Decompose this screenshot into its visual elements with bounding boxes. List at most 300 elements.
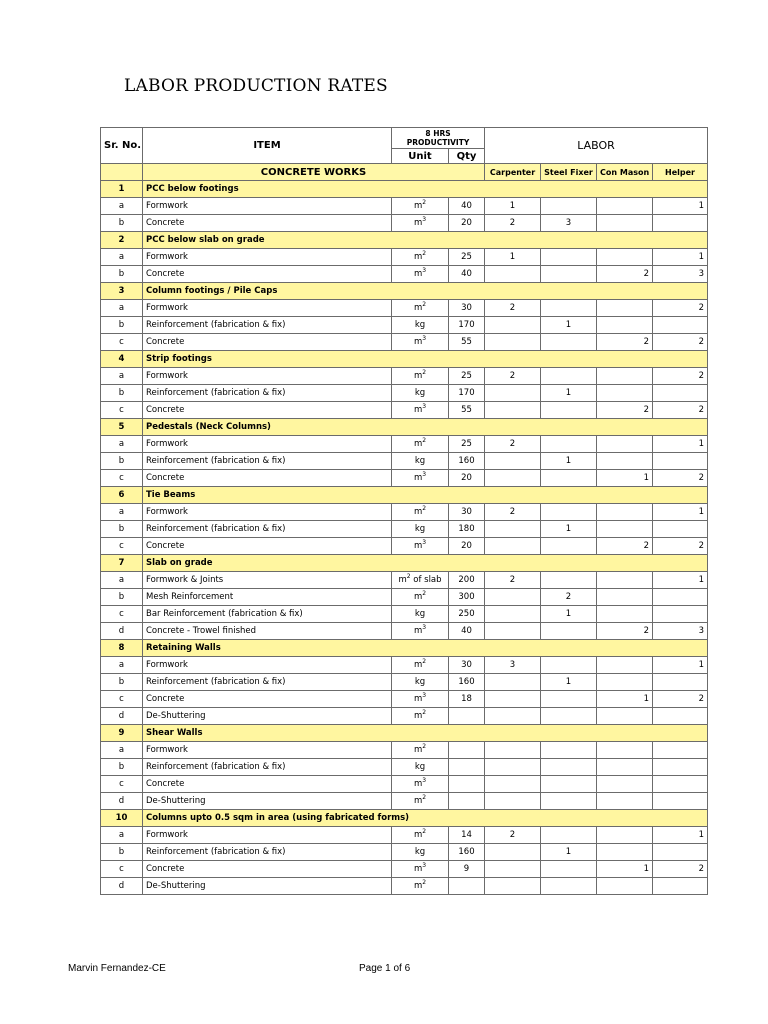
row-unit: kg [392, 385, 449, 402]
row-sub-letter: c [101, 691, 143, 708]
row-carpenter: 2 [485, 436, 541, 453]
row-carpenter [485, 776, 541, 793]
row-con-mason: 1 [597, 691, 653, 708]
group-number: 1 [101, 181, 143, 198]
row-helper: 2 [653, 470, 708, 487]
table-row [101, 793, 708, 810]
table-row [101, 691, 708, 708]
row-qty: 30 [449, 504, 485, 521]
row-carpenter [485, 453, 541, 470]
row-con-mason: 2 [597, 266, 653, 283]
row-item: Formwork & Joints [143, 572, 392, 589]
row-item: Formwork [143, 827, 392, 844]
row-helper: 3 [653, 623, 708, 640]
row-qty: 30 [449, 300, 485, 317]
row-helper: 1 [653, 504, 708, 521]
row-sub-letter: b [101, 844, 143, 861]
row-qty: 55 [449, 402, 485, 419]
row-sub-letter: b [101, 674, 143, 691]
row-con-mason [597, 198, 653, 215]
row-unit: kg [392, 453, 449, 470]
row-qty: 170 [449, 385, 485, 402]
row-carpenter: 2 [485, 827, 541, 844]
row-unit: $m^3$ [392, 334, 449, 351]
concrete-works-row [101, 164, 708, 181]
row-qty: 160 [449, 453, 485, 470]
row-con-mason [597, 215, 653, 232]
row-carpenter: 1 [485, 198, 541, 215]
row-steel-fixer [541, 827, 597, 844]
table-row [101, 776, 708, 793]
row-steel-fixer: 1 [541, 521, 597, 538]
row-steel-fixer [541, 504, 597, 521]
row-item: Formwork [143, 742, 392, 759]
row-carpenter: 2 [485, 215, 541, 232]
row-carpenter [485, 402, 541, 419]
row-steel-fixer [541, 572, 597, 589]
row-helper: 1 [653, 657, 708, 674]
row-qty [449, 878, 485, 895]
table-row [101, 623, 708, 640]
row-con-mason [597, 674, 653, 691]
row-helper [653, 674, 708, 691]
row-steel-fixer [541, 861, 597, 878]
row-unit: kg [392, 759, 449, 776]
row-qty: 40 [449, 623, 485, 640]
row-item: Formwork [143, 300, 392, 317]
row-helper [653, 606, 708, 623]
row-sub-letter: b [101, 453, 143, 470]
row-item: Concrete [143, 402, 392, 419]
row-steel-fixer: 1 [541, 385, 597, 402]
table-row [101, 317, 708, 334]
group-title: Shear Walls [143, 725, 708, 742]
group-header-row [101, 232, 708, 249]
row-unit: $m^2$ [392, 827, 449, 844]
row-qty: 20 [449, 215, 485, 232]
row-steel-fixer: 1 [541, 844, 597, 861]
row-sub-letter: a [101, 504, 143, 521]
footer-author: Marvin Fernandez-CE [68, 963, 166, 974]
row-unit: $m^2$ [392, 657, 449, 674]
row-item: Reinforcement (fabrication & fix) [143, 521, 392, 538]
row-unit: $m^2$ [392, 249, 449, 266]
row-unit: $m^2$ [392, 878, 449, 895]
group-header-row [101, 725, 708, 742]
row-item: Reinforcement (fabrication & fix) [143, 317, 392, 334]
row-steel-fixer [541, 249, 597, 266]
row-steel-fixer [541, 334, 597, 351]
row-item: Reinforcement (fabrication & fix) [143, 674, 392, 691]
row-carpenter: 1 [485, 249, 541, 266]
row-sub-letter: b [101, 215, 143, 232]
row-item: Reinforcement (fabrication & fix) [143, 844, 392, 861]
row-sub-letter: d [101, 878, 143, 895]
row-unit: $m^2$ [392, 589, 449, 606]
row-carpenter: 2 [485, 300, 541, 317]
row-sub-letter: c [101, 776, 143, 793]
row-steel-fixer: 1 [541, 453, 597, 470]
row-qty: 160 [449, 674, 485, 691]
table-row [101, 368, 708, 385]
row-carpenter [485, 674, 541, 691]
header-row-1 [101, 128, 708, 149]
row-helper: 2 [653, 300, 708, 317]
table-row [101, 402, 708, 419]
row-helper: 1 [653, 249, 708, 266]
row-item: Formwork [143, 436, 392, 453]
row-sub-letter: c [101, 606, 143, 623]
row-steel-fixer: 2 [541, 589, 597, 606]
group-number: 2 [101, 232, 143, 249]
row-con-mason: 2 [597, 402, 653, 419]
row-con-mason [597, 453, 653, 470]
group-number: 8 [101, 640, 143, 657]
table-row [101, 589, 708, 606]
row-con-mason [597, 878, 653, 895]
row-con-mason [597, 708, 653, 725]
section-title: CONCRETE WORKS [143, 164, 485, 181]
row-con-mason [597, 300, 653, 317]
row-unit: $m^2$ [392, 708, 449, 725]
row-sub-letter: a [101, 436, 143, 453]
group-title: Slab on grade [143, 555, 708, 572]
table-row [101, 521, 708, 538]
row-carpenter: 2 [485, 572, 541, 589]
row-steel-fixer [541, 300, 597, 317]
row-qty: 40 [449, 266, 485, 283]
row-sub-letter: a [101, 300, 143, 317]
table-row [101, 538, 708, 555]
row-con-mason [597, 844, 653, 861]
row-con-mason: 2 [597, 623, 653, 640]
row-qty: 25 [449, 368, 485, 385]
row-steel-fixer [541, 538, 597, 555]
row-unit: $m^2$ [392, 198, 449, 215]
row-carpenter [485, 844, 541, 861]
header-productivity: 8 HRS PRODUCTIVITY [392, 128, 485, 149]
group-header-row [101, 283, 708, 300]
row-unit: $m^2$ [392, 300, 449, 317]
row-carpenter: 3 [485, 657, 541, 674]
row-qty: 200 [449, 572, 485, 589]
row-unit: $m^3$ [392, 538, 449, 555]
row-carpenter [485, 538, 541, 555]
table-row [101, 300, 708, 317]
row-qty: 300 [449, 589, 485, 606]
row-unit: $m^2$ [392, 504, 449, 521]
row-carpenter [485, 521, 541, 538]
table-row [101, 215, 708, 232]
row-qty [449, 776, 485, 793]
row-helper [653, 742, 708, 759]
row-steel-fixer [541, 742, 597, 759]
row-con-mason [597, 368, 653, 385]
row-carpenter: 2 [485, 504, 541, 521]
table-row [101, 844, 708, 861]
row-sub-letter: b [101, 521, 143, 538]
row-carpenter [485, 589, 541, 606]
row-carpenter [485, 266, 541, 283]
row-helper: 1 [653, 436, 708, 453]
row-con-mason [597, 521, 653, 538]
row-unit: kg [392, 606, 449, 623]
row-item: Concrete [143, 538, 392, 555]
row-steel-fixer [541, 759, 597, 776]
row-steel-fixer [541, 691, 597, 708]
row-con-mason: 2 [597, 334, 653, 351]
header-helper: Helper [653, 164, 708, 181]
footer-page-number: Page 1 of 6 [359, 963, 411, 974]
row-unit: $m^2$ [392, 368, 449, 385]
row-qty: 55 [449, 334, 485, 351]
row-unit: $m^3$ [392, 470, 449, 487]
row-carpenter [485, 385, 541, 402]
table-row [101, 385, 708, 402]
table-row [101, 708, 708, 725]
row-steel-fixer [541, 793, 597, 810]
row-con-mason [597, 589, 653, 606]
group-header-row [101, 555, 708, 572]
row-sub-letter: b [101, 317, 143, 334]
row-sub-letter: b [101, 589, 143, 606]
row-item: Concrete [143, 215, 392, 232]
row-sub-letter: b [101, 385, 143, 402]
group-number: 10 [101, 810, 143, 827]
row-con-mason: 1 [597, 470, 653, 487]
row-unit: kg [392, 844, 449, 861]
labor-rates-table [100, 127, 708, 895]
row-item: Concrete [143, 266, 392, 283]
row-helper: 2 [653, 861, 708, 878]
row-steel-fixer: 1 [541, 317, 597, 334]
row-helper: 1 [653, 198, 708, 215]
row-sub-letter: a [101, 827, 143, 844]
row-item: Concrete [143, 861, 392, 878]
row-sub-letter: a [101, 198, 143, 215]
row-sub-letter: a [101, 368, 143, 385]
row-steel-fixer [541, 198, 597, 215]
row-carpenter [485, 793, 541, 810]
row-sub-letter: d [101, 708, 143, 725]
row-helper [653, 215, 708, 232]
row-qty: 14 [449, 827, 485, 844]
row-con-mason [597, 793, 653, 810]
row-sub-letter: c [101, 470, 143, 487]
row-helper [653, 453, 708, 470]
row-helper: 2 [653, 402, 708, 419]
table-row [101, 674, 708, 691]
row-sub-letter: b [101, 266, 143, 283]
row-unit: kg [392, 674, 449, 691]
row-helper [653, 878, 708, 895]
row-helper: 1 [653, 572, 708, 589]
row-sub-letter: a [101, 572, 143, 589]
row-helper [653, 844, 708, 861]
table-row [101, 198, 708, 215]
row-item: Formwork [143, 504, 392, 521]
row-steel-fixer [541, 368, 597, 385]
row-steel-fixer [541, 266, 597, 283]
header-carpenter: Carpenter [485, 164, 541, 181]
row-con-mason [597, 657, 653, 674]
row-carpenter [485, 742, 541, 759]
table-row [101, 878, 708, 895]
group-title: Retaining Walls [143, 640, 708, 657]
row-unit: $m^3$ [392, 861, 449, 878]
row-sub-letter: d [101, 793, 143, 810]
group-header-row [101, 810, 708, 827]
table-row [101, 572, 708, 589]
row-carpenter [485, 691, 541, 708]
row-carpenter [485, 623, 541, 640]
row-qty: 18 [449, 691, 485, 708]
row-helper: 2 [653, 691, 708, 708]
row-item: Formwork [143, 657, 392, 674]
row-item: Concrete [143, 776, 392, 793]
row-helper [653, 708, 708, 725]
row-steel-fixer [541, 776, 597, 793]
row-helper: 2 [653, 538, 708, 555]
header-item: ITEM [143, 128, 392, 164]
row-carpenter [485, 606, 541, 623]
row-item: Formwork [143, 198, 392, 215]
row-item: Concrete [143, 470, 392, 487]
header-sr-no: Sr. No. [101, 128, 143, 164]
row-carpenter: 2 [485, 368, 541, 385]
row-carpenter [485, 334, 541, 351]
row-item: Reinforcement (fabrication & fix) [143, 453, 392, 470]
group-header-row [101, 351, 708, 368]
row-sub-letter: b [101, 759, 143, 776]
row-qty: 25 [449, 436, 485, 453]
page-title: LABOR PRODUCTION RATES [124, 76, 388, 96]
row-helper: 3 [653, 266, 708, 283]
row-steel-fixer [541, 470, 597, 487]
row-helper: 2 [653, 368, 708, 385]
row-item: De-Shuttering [143, 878, 392, 895]
row-unit: $m^3$ [392, 402, 449, 419]
row-carpenter [485, 708, 541, 725]
row-qty: 180 [449, 521, 485, 538]
group-header-row [101, 419, 708, 436]
table-row [101, 657, 708, 674]
row-qty: 160 [449, 844, 485, 861]
row-item: Reinforcement (fabrication & fix) [143, 385, 392, 402]
row-item: Formwork [143, 249, 392, 266]
table-row [101, 606, 708, 623]
group-number: 6 [101, 487, 143, 504]
row-steel-fixer [541, 878, 597, 895]
table-row [101, 334, 708, 351]
row-qty: 9 [449, 861, 485, 878]
row-helper: 2 [653, 334, 708, 351]
table-row [101, 504, 708, 521]
row-con-mason [597, 742, 653, 759]
group-number: 7 [101, 555, 143, 572]
group-title: Pedestals (Neck Columns) [143, 419, 708, 436]
row-unit: $m^2$ [392, 436, 449, 453]
row-qty [449, 793, 485, 810]
row-qty: 25 [449, 249, 485, 266]
row-con-mason [597, 504, 653, 521]
group-number: 5 [101, 419, 143, 436]
row-qty: 40 [449, 198, 485, 215]
row-item: Bar Reinforcement (fabrication & fix) [143, 606, 392, 623]
row-qty: 20 [449, 470, 485, 487]
group-title: Strip footings [143, 351, 708, 368]
row-qty: 30 [449, 657, 485, 674]
row-con-mason [597, 776, 653, 793]
row-con-mason [597, 385, 653, 402]
row-steel-fixer [541, 657, 597, 674]
row-steel-fixer: 1 [541, 606, 597, 623]
row-con-mason [597, 606, 653, 623]
row-sub-letter: c [101, 402, 143, 419]
row-unit: $m^3$ [392, 776, 449, 793]
header-unit: Unit [392, 149, 449, 164]
row-sub-letter: c [101, 334, 143, 351]
row-qty: 20 [449, 538, 485, 555]
row-helper [653, 317, 708, 334]
header-steel-fixer: Steel Fixer [541, 164, 597, 181]
group-title: Column footings / Pile Caps [143, 283, 708, 300]
row-unit: $m^3$ [392, 691, 449, 708]
group-number: 4 [101, 351, 143, 368]
row-steel-fixer: 1 [541, 674, 597, 691]
row-unit: $m^2$ of slab [392, 572, 449, 589]
group-title: Columns upto 0.5 sqm in area (using fabricated forms) [143, 810, 708, 827]
group-title: PCC below slab on grade [143, 232, 708, 249]
row-helper [653, 521, 708, 538]
header-labor: LABOR [485, 128, 708, 164]
row-sub-letter: c [101, 861, 143, 878]
row-item: Concrete [143, 691, 392, 708]
table-row [101, 759, 708, 776]
row-unit: $m^3$ [392, 215, 449, 232]
row-unit: $m^2$ [392, 742, 449, 759]
row-item: Formwork [143, 368, 392, 385]
row-carpenter [485, 759, 541, 776]
row-con-mason [597, 317, 653, 334]
row-carpenter [485, 861, 541, 878]
row-con-mason [597, 249, 653, 266]
row-item: Concrete [143, 334, 392, 351]
row-con-mason [597, 572, 653, 589]
table-row [101, 470, 708, 487]
table-row [101, 266, 708, 283]
group-header-row [101, 487, 708, 504]
row-helper: 1 [653, 827, 708, 844]
row-qty [449, 708, 485, 725]
row-unit: kg [392, 521, 449, 538]
row-item: Concrete - Trowel finished [143, 623, 392, 640]
row-steel-fixer [541, 623, 597, 640]
row-item: Reinforcement (fabrication & fix) [143, 759, 392, 776]
row-sub-letter: a [101, 249, 143, 266]
row-unit: $m^3$ [392, 266, 449, 283]
table-row [101, 827, 708, 844]
row-con-mason [597, 436, 653, 453]
row-con-mason [597, 759, 653, 776]
row-steel-fixer [541, 402, 597, 419]
row-steel-fixer [541, 708, 597, 725]
row-sub-letter: a [101, 657, 143, 674]
row-unit: $m^2$ [392, 793, 449, 810]
row-helper [653, 385, 708, 402]
row-unit: kg [392, 317, 449, 334]
row-helper [653, 793, 708, 810]
